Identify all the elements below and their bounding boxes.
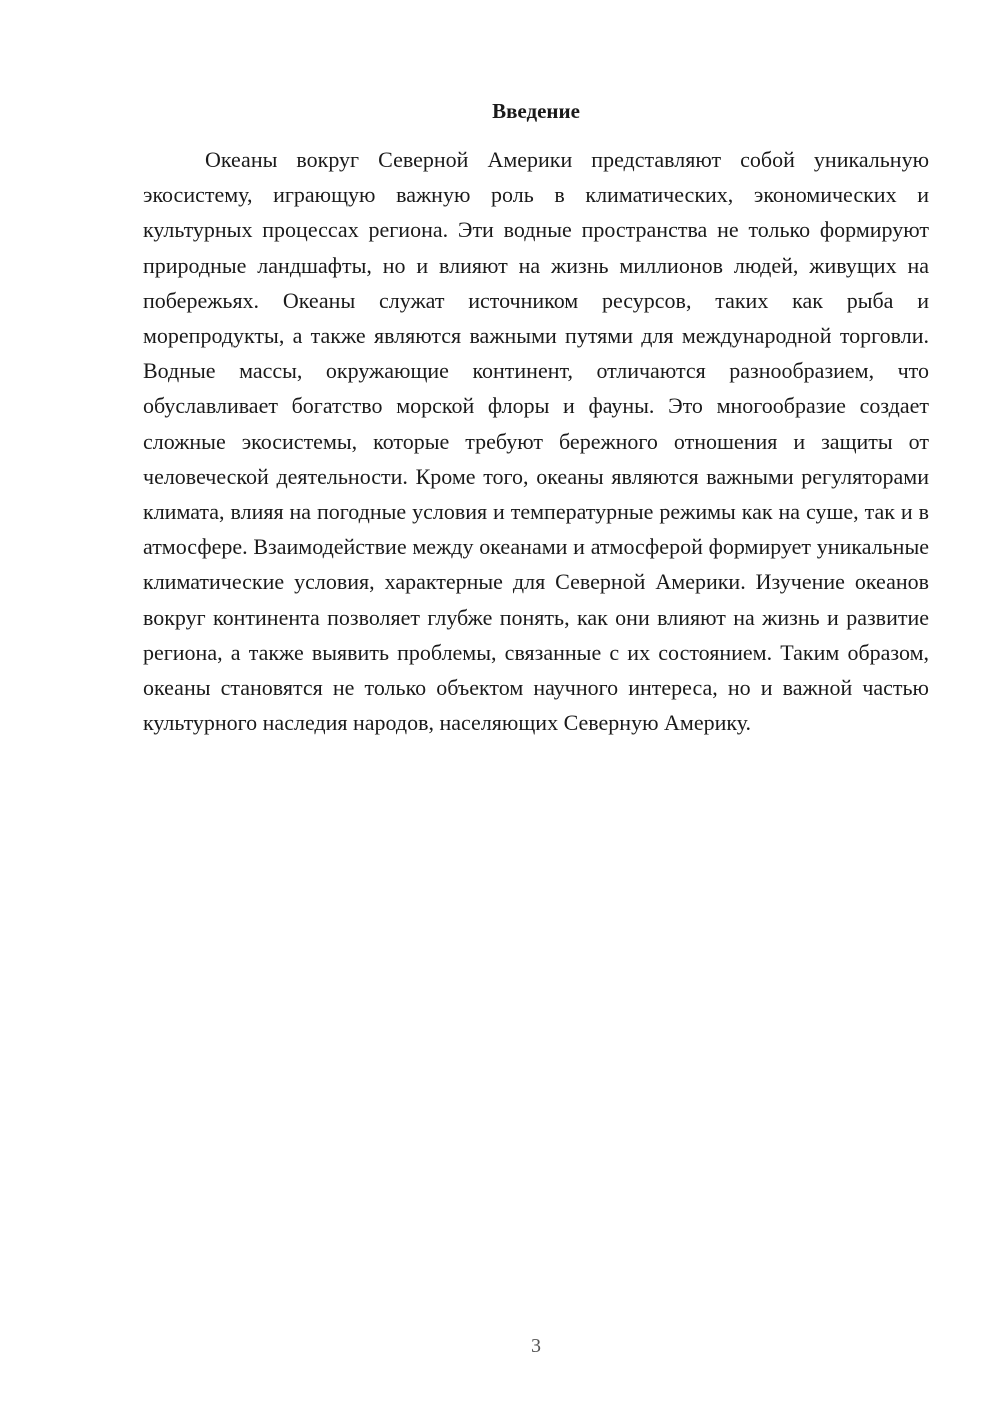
section-heading: Введение (492, 99, 580, 123)
page-number: 3 (531, 1335, 541, 1357)
body-paragraph: Океаны вокруг Северной Америки представляют собой уникальную экосистему, играющую важную роль в климатических, экономических и культурных процессах региона. Эти водные пространства не только формируют природные ландшафты, но и влияют на жизнь миллионов людей, живущих на побережьях. Океаны служат источником ресурсов, таких как рыба и морепродукты, а также являются важными путями для международной торговли. Водные массы, окружающие континент, отличаются разнообразием, что обуславливает богатство морской флоры и фауны. Это многообразие создает сложные экосистемы, которые требуют бережного отношения и защиты от человеческой деятельности. Кроме того, океаны являются важными регуляторами климата, влияя на погодные условия и температурные режимы как на суше, так и в атмосфере. Взаимодействие между океанами и атмосферой формирует уникальные климатические условия, характерные для Северной Америки. Изучение океанов вокруг континента позволяет глубже понять, как они влияют на жизнь и развитие региона, а также выявить проблемы, связанные с их состоянием. Таким образом, океаны становятся не только объектом научного интереса, но и важной частью культурного наследия народов, населяющих Северную Америку. (143, 147, 929, 736)
